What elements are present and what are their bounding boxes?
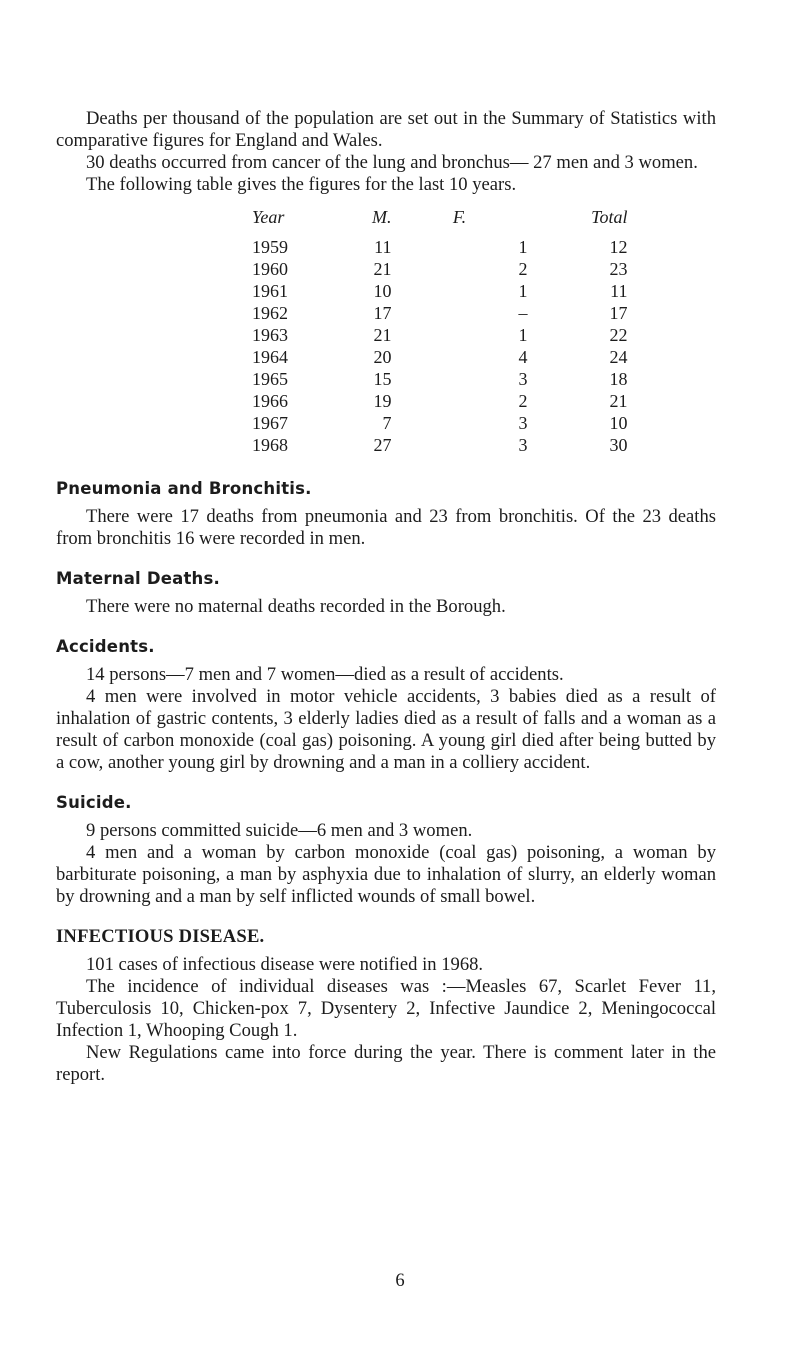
cell-year: 1964 <box>252 347 288 367</box>
cell-total: 18 <box>609 369 628 389</box>
accidents-paragraph-2: 4 men were involved in motor vehicle accidents, 3 babies died as a result of inhalation of gastric contents, 3 elderly ladies died as a result of falls and a woman as a result of carbon monoxide (coal gas) poisoning. A young girl died after being butted by a cow, another young girl by drowning and a man in a colliery accident. <box>56 686 716 773</box>
cell-year: 1968 <box>252 435 288 455</box>
header-male: M. <box>372 207 392 227</box>
table-row <box>252 258 628 280</box>
cell-male: 19 <box>373 391 392 411</box>
suicide-paragraph-2: 4 men and a woman by carbon monoxide (coal gas) poisoning, a woman by barbiturate poisoning, a man by asphyxia due to inhalation of slurry, an elderly woman by drowning and a man by self inflicted wounds of small bowel. <box>56 842 716 907</box>
table-row <box>252 434 628 456</box>
cell-female: 1 <box>518 237 528 257</box>
cell-year: 1961 <box>252 281 288 301</box>
cell-year: 1960 <box>252 259 288 279</box>
document-page <box>56 108 716 1086</box>
cell-male: 7 <box>382 413 392 433</box>
cell-male: 17 <box>373 303 392 323</box>
cell-year: 1966 <box>252 391 288 411</box>
section-maternal <box>56 568 716 618</box>
infectious-paragraph-2: The incidence of individual diseases was :—Measles 67, Scarlet Fever 11, Tuberculosis 10, Chicken-pox 7, Dysentery 2, Infective Jaundice 2, Meningococcal Infection 1, Whooping Cough 1. <box>56 976 716 1041</box>
suicide-paragraph-1: 9 persons committed suicide—6 men and 3 women. <box>86 820 473 841</box>
page-number: 6 <box>395 1270 405 1291</box>
header-year: Year <box>252 207 285 227</box>
infectious-heading: INFECTIOUS DISEASE. <box>56 926 265 947</box>
pneumonia-paragraph: There were 17 deaths from pneumonia and 23 from bronchitis. Of the 23 deaths from bronchitis 16 were recorded in men. <box>56 506 716 549</box>
cell-male: 27 <box>373 435 392 455</box>
cell-female: 1 <box>518 325 528 345</box>
table-row <box>252 368 628 390</box>
cell-total: 11 <box>610 281 628 301</box>
cell-female: 3 <box>518 435 528 455</box>
table-row <box>252 302 628 324</box>
table-row <box>252 412 628 434</box>
accidents-heading: Accidents. <box>56 637 155 656</box>
cell-total: 22 <box>609 325 628 345</box>
cell-female: – <box>518 303 528 323</box>
cell-year: 1967 <box>252 413 288 433</box>
cell-year: 1962 <box>252 303 288 323</box>
cell-total: 17 <box>609 303 628 323</box>
cell-male: 15 <box>373 369 392 389</box>
cell-female: 3 <box>518 369 528 389</box>
cell-female: 2 <box>518 391 528 411</box>
header-female: F. <box>452 207 467 227</box>
table-row <box>252 324 628 346</box>
cell-total: 30 <box>609 435 628 455</box>
section-infectious <box>56 926 716 1086</box>
section-pneumonia <box>56 478 716 550</box>
cell-male: 21 <box>373 259 392 279</box>
cell-female: 2 <box>518 259 528 279</box>
cell-year: 1959 <box>252 237 288 257</box>
cell-male: 20 <box>373 347 392 367</box>
cell-total: 10 <box>609 413 628 433</box>
maternal-heading: Maternal Deaths. <box>56 569 220 588</box>
table-row <box>252 390 628 412</box>
intro-paragraph-2: 30 deaths occurred from cancer of the lung and bronchus— 27 men and 3 women. <box>86 152 698 173</box>
table-header-row <box>252 206 628 236</box>
cell-female: 3 <box>518 413 528 433</box>
suicide-heading: Suicide. <box>56 793 132 812</box>
accidents-paragraph-1: 14 persons—7 men and 7 women—died as a result of accidents. <box>86 664 564 685</box>
header-total: Total <box>591 207 628 227</box>
section-accidents <box>56 636 716 774</box>
cell-total: 23 <box>609 259 628 279</box>
cell-male: 10 <box>373 281 392 301</box>
pneumonia-heading: Pneumonia and Bronchitis. <box>56 479 312 498</box>
cell-total: 24 <box>609 347 628 367</box>
infectious-paragraph-3: New Regulations came into force during the year. There is comment later in the report. <box>56 1042 716 1085</box>
cell-year: 1963 <box>252 325 288 345</box>
cell-total: 21 <box>609 391 628 411</box>
intro-paragraph-1: Deaths per thousand of the population are set out in the Summary of Statistics with comparative figures for England and Wales. <box>56 108 716 151</box>
table-row <box>252 346 628 368</box>
maternal-paragraph: There were no maternal deaths recorded in the Borough. <box>86 596 506 617</box>
cell-total: 12 <box>609 237 628 257</box>
table-row <box>252 236 628 258</box>
table-row <box>252 280 628 302</box>
intro-paragraph-3: The following table gives the figures for the last 10 years. <box>86 174 517 195</box>
cell-female: 4 <box>518 347 528 367</box>
cell-male: 11 <box>374 237 392 257</box>
cell-male: 21 <box>373 325 392 345</box>
infectious-paragraph-1: 101 cases of infectious disease were notified in 1968. <box>86 954 484 975</box>
cell-year: 1965 <box>252 369 288 389</box>
section-suicide <box>56 792 716 908</box>
cell-female: 1 <box>518 281 528 301</box>
lung-cancer-deaths-table <box>252 206 628 456</box>
